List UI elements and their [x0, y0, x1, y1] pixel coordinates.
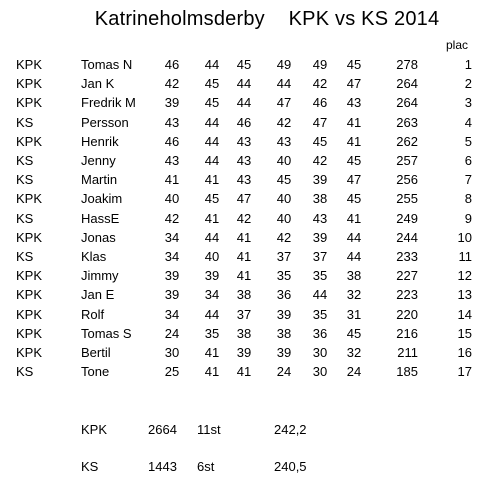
score-cell: 41 — [164, 172, 180, 188]
score-cell: 44 — [236, 76, 252, 92]
club-cell: KS — [16, 153, 34, 168]
score-cell: 39 — [164, 268, 180, 284]
place-cell: 16 — [457, 345, 472, 360]
score-cell: 47 — [276, 95, 292, 111]
score-cell: 44 — [236, 95, 252, 111]
score-cell: 45 — [236, 57, 252, 72]
name-cell: Martin — [81, 172, 118, 188]
score-cell: 44 — [346, 229, 362, 245]
summary-count: 6st — [197, 459, 215, 474]
score-cell: 41 — [346, 114, 362, 130]
table-row — [0, 287, 500, 306]
score-cell: 41 — [236, 229, 252, 245]
name-cell: Tomas S — [81, 325, 132, 341]
score-cell: 44 — [204, 229, 220, 245]
score-cell: 44 — [346, 249, 362, 264]
place-cell: 3 — [464, 95, 472, 111]
score-cell: 30 — [164, 345, 180, 360]
score-cell: 24 — [164, 325, 180, 341]
table-row — [0, 172, 500, 191]
summary-total: 2664 — [148, 422, 177, 437]
total-cell: 211 — [397, 345, 418, 360]
table-row — [0, 95, 500, 114]
score-cell: 42 — [312, 76, 328, 92]
total-cell: 244 — [396, 229, 418, 245]
score-cell: 41 — [236, 249, 252, 264]
summary-average: 242,2 — [274, 422, 307, 437]
name-cell: Klas — [81, 249, 107, 264]
score-cell: 38 — [236, 325, 252, 341]
score-cell: 43 — [236, 133, 252, 149]
total-cell: 256 — [396, 172, 418, 188]
score-cell: 45 — [312, 133, 328, 149]
score-cell: 45 — [346, 57, 362, 72]
place-cell: 2 — [464, 76, 472, 92]
score-cell: 40 — [164, 191, 180, 207]
score-cell: 44 — [312, 287, 328, 303]
score-cell: 38 — [236, 287, 252, 303]
club-cell: KPK — [16, 95, 43, 111]
score-cell: 37 — [236, 306, 252, 322]
score-cell: 24 — [346, 364, 362, 380]
club-cell: KPK — [16, 268, 43, 284]
total-cell: 185 — [396, 364, 418, 380]
club-cell: KPK — [16, 229, 43, 245]
score-cell: 41 — [236, 268, 252, 284]
score-cell: 32 — [346, 287, 362, 303]
score-cell: 41 — [204, 364, 220, 380]
name-cell: Rolf — [81, 306, 105, 322]
score-cell: 40 — [204, 249, 220, 264]
score-cell: 47 — [346, 172, 362, 188]
place-column-header: plac — [446, 38, 469, 52]
score-cell: 47 — [236, 191, 252, 207]
place-cell: 8 — [464, 191, 472, 207]
summary-average: 240,5 — [274, 459, 307, 474]
table-row — [0, 115, 500, 134]
name-cell: Jan K — [81, 76, 115, 92]
score-cell: 42 — [312, 153, 328, 168]
score-cell: 43 — [276, 133, 292, 149]
score-cell: 40 — [276, 210, 292, 226]
score-cell: 44 — [204, 57, 220, 72]
name-cell: HassE — [81, 210, 120, 226]
score-cell: 31 — [346, 306, 362, 322]
score-cell: 45 — [204, 95, 220, 111]
score-cell: 25 — [164, 364, 180, 380]
score-cell: 46 — [236, 114, 252, 130]
score-cell: 38 — [346, 268, 362, 284]
score-cell: 34 — [204, 287, 220, 303]
club-cell: KS — [16, 114, 34, 130]
score-cell: 39 — [312, 229, 328, 245]
club-cell: KPK — [16, 133, 43, 149]
table-row — [0, 249, 500, 268]
summary-row — [0, 422, 500, 440]
table-row — [0, 268, 500, 287]
score-cell: 41 — [204, 210, 220, 226]
score-cell: 34 — [164, 229, 180, 245]
score-cell: 42 — [276, 229, 292, 245]
club-cell: KS — [16, 172, 34, 188]
score-cell: 39 — [312, 172, 328, 188]
score-cell: 38 — [312, 191, 328, 207]
place-cell: 6 — [464, 153, 472, 168]
score-cell: 45 — [346, 191, 362, 207]
name-cell: Jonas — [81, 229, 116, 245]
club-cell: KPK — [16, 57, 43, 72]
score-cell: 45 — [204, 191, 220, 207]
summary-club: KPK — [81, 422, 108, 437]
score-cell: 44 — [204, 133, 220, 149]
score-cell: 44 — [276, 76, 292, 92]
club-cell: KPK — [16, 287, 43, 303]
place-cell: 12 — [457, 268, 472, 284]
score-cell: 44 — [204, 306, 220, 322]
event-title: Katrineholmsderby — [94, 8, 265, 30]
table-row — [0, 326, 500, 345]
table-row — [0, 364, 500, 383]
score-cell: 43 — [164, 114, 180, 130]
place-cell: 15 — [457, 325, 472, 341]
score-cell: 39 — [164, 287, 180, 303]
name-cell: Henrik — [81, 133, 119, 149]
table-row — [0, 191, 500, 210]
score-cell: 42 — [276, 114, 292, 130]
table-row — [0, 211, 500, 230]
total-cell: 264 — [396, 95, 418, 111]
total-cell: 249 — [396, 210, 418, 226]
total-cell: 257 — [396, 153, 418, 168]
score-cell: 41 — [346, 133, 362, 149]
name-cell: Fredrik M — [81, 95, 136, 111]
score-cell: 41 — [346, 210, 362, 226]
club-cell: KS — [16, 364, 34, 380]
score-cell: 34 — [164, 249, 180, 264]
score-cell: 42 — [236, 210, 252, 226]
summary-club: KS — [81, 459, 99, 474]
summary-row — [0, 459, 500, 477]
score-cell: 46 — [164, 133, 180, 149]
summary-total: 1443 — [148, 459, 177, 474]
score-cell: 49 — [312, 57, 328, 72]
table-row — [0, 134, 500, 153]
score-cell: 43 — [236, 153, 252, 168]
score-cell: 44 — [204, 114, 220, 130]
club-cell: KPK — [16, 76, 43, 92]
score-cell: 39 — [204, 268, 220, 284]
score-cell: 39 — [276, 306, 292, 322]
score-cell: 40 — [276, 191, 292, 207]
score-cell: 41 — [204, 345, 220, 360]
page-title — [0, 8, 500, 31]
place-cell: 1 — [464, 57, 472, 72]
total-cell: 220 — [396, 306, 418, 322]
place-cell: 14 — [457, 306, 472, 322]
name-cell: Tomas N — [81, 57, 133, 72]
total-cell: 233 — [396, 249, 418, 264]
score-cell: 43 — [312, 210, 328, 226]
table-row — [0, 57, 500, 76]
total-cell: 262 — [396, 133, 418, 149]
match-title: KPK vs KS 2014 — [288, 8, 440, 30]
score-cell: 42 — [164, 76, 180, 92]
score-cell: 40 — [276, 153, 292, 168]
score-cell: 47 — [312, 114, 328, 130]
score-cell: 46 — [164, 57, 180, 72]
score-cell: 30 — [312, 364, 328, 380]
club-cell: KS — [16, 210, 34, 226]
total-cell: 264 — [396, 76, 418, 92]
place-cell: 7 — [464, 172, 472, 188]
score-cell: 45 — [346, 153, 362, 168]
name-cell: Bertil — [81, 345, 111, 360]
table-row — [0, 230, 500, 249]
score-cell: 34 — [164, 306, 180, 322]
table-row — [0, 76, 500, 95]
score-cell: 43 — [346, 95, 362, 111]
score-cell: 24 — [276, 364, 292, 380]
place-cell: 17 — [457, 364, 472, 380]
place-cell: 13 — [457, 287, 472, 303]
table-row — [0, 307, 500, 326]
club-cell: KPK — [16, 325, 43, 341]
total-cell: 227 — [396, 268, 418, 284]
place-cell: 5 — [464, 133, 472, 149]
score-cell: 42 — [164, 210, 180, 226]
score-cell: 45 — [346, 325, 362, 341]
score-cell: 44 — [204, 153, 220, 168]
score-cell: 45 — [204, 76, 220, 92]
table-row — [0, 345, 500, 364]
table-row — [0, 153, 500, 172]
place-cell: 4 — [464, 114, 472, 130]
score-cell: 47 — [346, 76, 362, 92]
club-cell: KPK — [16, 345, 43, 360]
score-cell: 41 — [204, 172, 220, 188]
name-cell: Jimmy — [81, 268, 119, 284]
score-cell: 35 — [276, 268, 292, 284]
summary-count: 11st — [197, 422, 221, 437]
score-cell: 43 — [164, 153, 180, 168]
score-cell: 45 — [276, 172, 292, 188]
score-cell: 37 — [312, 249, 328, 264]
name-cell: Jenny — [81, 153, 116, 168]
score-cell: 35 — [312, 268, 328, 284]
score-cell: 35 — [312, 306, 328, 322]
score-cell: 46 — [312, 95, 328, 111]
score-cell: 38 — [276, 325, 292, 341]
total-cell: 223 — [396, 287, 418, 303]
name-cell: Jan E — [81, 287, 115, 303]
score-cell: 37 — [276, 249, 292, 264]
name-cell: Joakim — [81, 191, 123, 207]
score-cell: 43 — [236, 172, 252, 188]
score-cell: 39 — [276, 345, 292, 360]
club-cell: KPK — [16, 306, 43, 322]
total-cell: 255 — [396, 191, 418, 207]
score-cell: 32 — [346, 345, 362, 360]
score-cell: 36 — [276, 287, 292, 303]
score-cell: 39 — [236, 345, 252, 360]
place-cell: 11 — [458, 249, 472, 264]
place-cell: 10 — [457, 229, 472, 245]
total-cell: 263 — [396, 114, 418, 130]
score-cell: 39 — [164, 95, 180, 111]
name-cell: Persson — [81, 114, 129, 130]
club-cell: KS — [16, 249, 34, 264]
score-cell: 30 — [312, 345, 328, 360]
score-cell: 41 — [236, 364, 252, 380]
name-cell: Tone — [81, 364, 110, 380]
total-cell: 278 — [396, 57, 418, 72]
total-cell: 216 — [396, 325, 418, 341]
score-cell: 35 — [204, 325, 220, 341]
score-cell: 36 — [312, 325, 328, 341]
club-cell: KPK — [16, 191, 43, 207]
place-cell: 9 — [464, 210, 472, 226]
score-cell: 49 — [276, 57, 292, 72]
